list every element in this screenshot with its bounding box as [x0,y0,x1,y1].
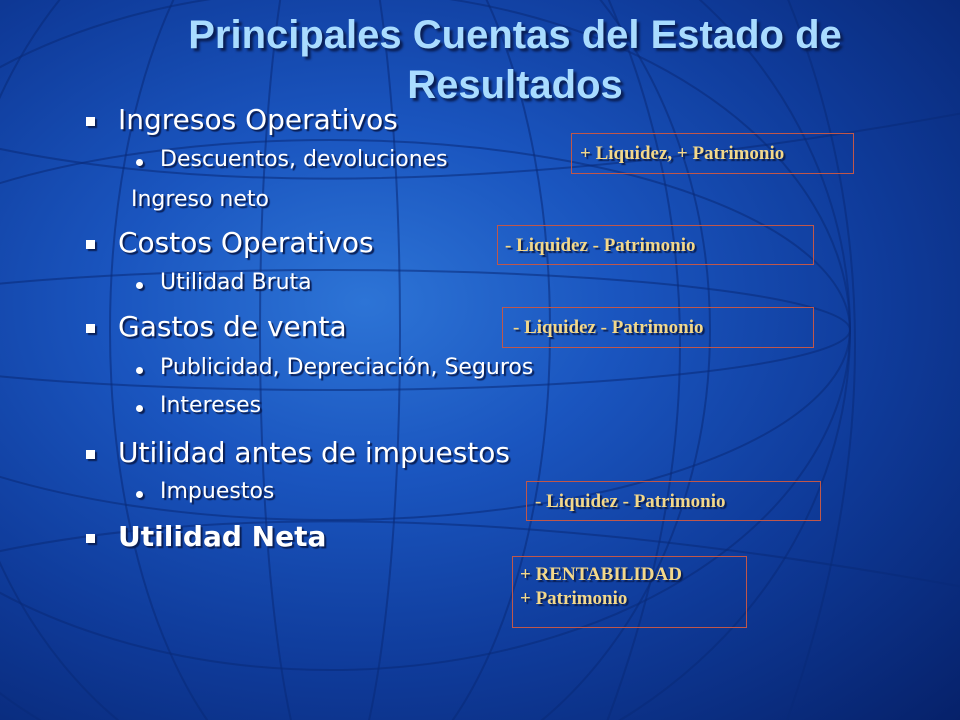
item-ingresos-operativos: Ingresos Operativos [118,103,398,136]
note-impuestos: - Liquidez - Patrimonio [526,481,821,521]
square-bullet-icon [86,324,95,333]
dot-bullet-icon [136,491,143,498]
note-gastos: - Liquidez - Patrimonio [502,307,814,348]
slide-title [130,10,900,110]
dot-bullet-icon [136,159,143,166]
item-descuentos: Descuentos, devoluciones [160,147,448,172]
item-gastos-de-venta: Gastos de venta [118,310,347,343]
note-utilidad-neta [512,556,747,628]
note-costos: - Liquidez - Patrimonio [497,225,814,265]
note-patrimonio: + Patrimonio [520,588,628,609]
item-publicidad: Publicidad, Depreciación, Seguros [160,355,534,380]
dot-bullet-icon [136,367,143,374]
square-bullet-icon [86,240,95,249]
item-costos-operativos: Costos Operativos [118,226,374,259]
item-intereses: Intereses [160,393,262,418]
title-line-2: Resultados [407,63,623,107]
square-bullet-icon [86,450,95,459]
item-utilidad-neta: Utilidad Neta [118,520,327,553]
item-utilidad-bruta: Utilidad Bruta [160,270,312,295]
item-impuestos: Impuestos [160,479,275,504]
square-bullet-icon [86,117,95,126]
note-ingresos: + Liquidez, + Patrimonio [571,133,854,174]
note-rentabilidad: + RENTABILIDAD [520,564,682,585]
dot-bullet-icon [136,405,143,412]
item-utilidad-antes: Utilidad antes de impuestos [118,436,510,469]
title-line-1: Principales Cuentas del Estado de [188,13,842,57]
square-bullet-icon [86,534,95,543]
dot-bullet-icon [136,282,143,289]
item-ingreso-neto: Ingreso neto [131,187,269,212]
